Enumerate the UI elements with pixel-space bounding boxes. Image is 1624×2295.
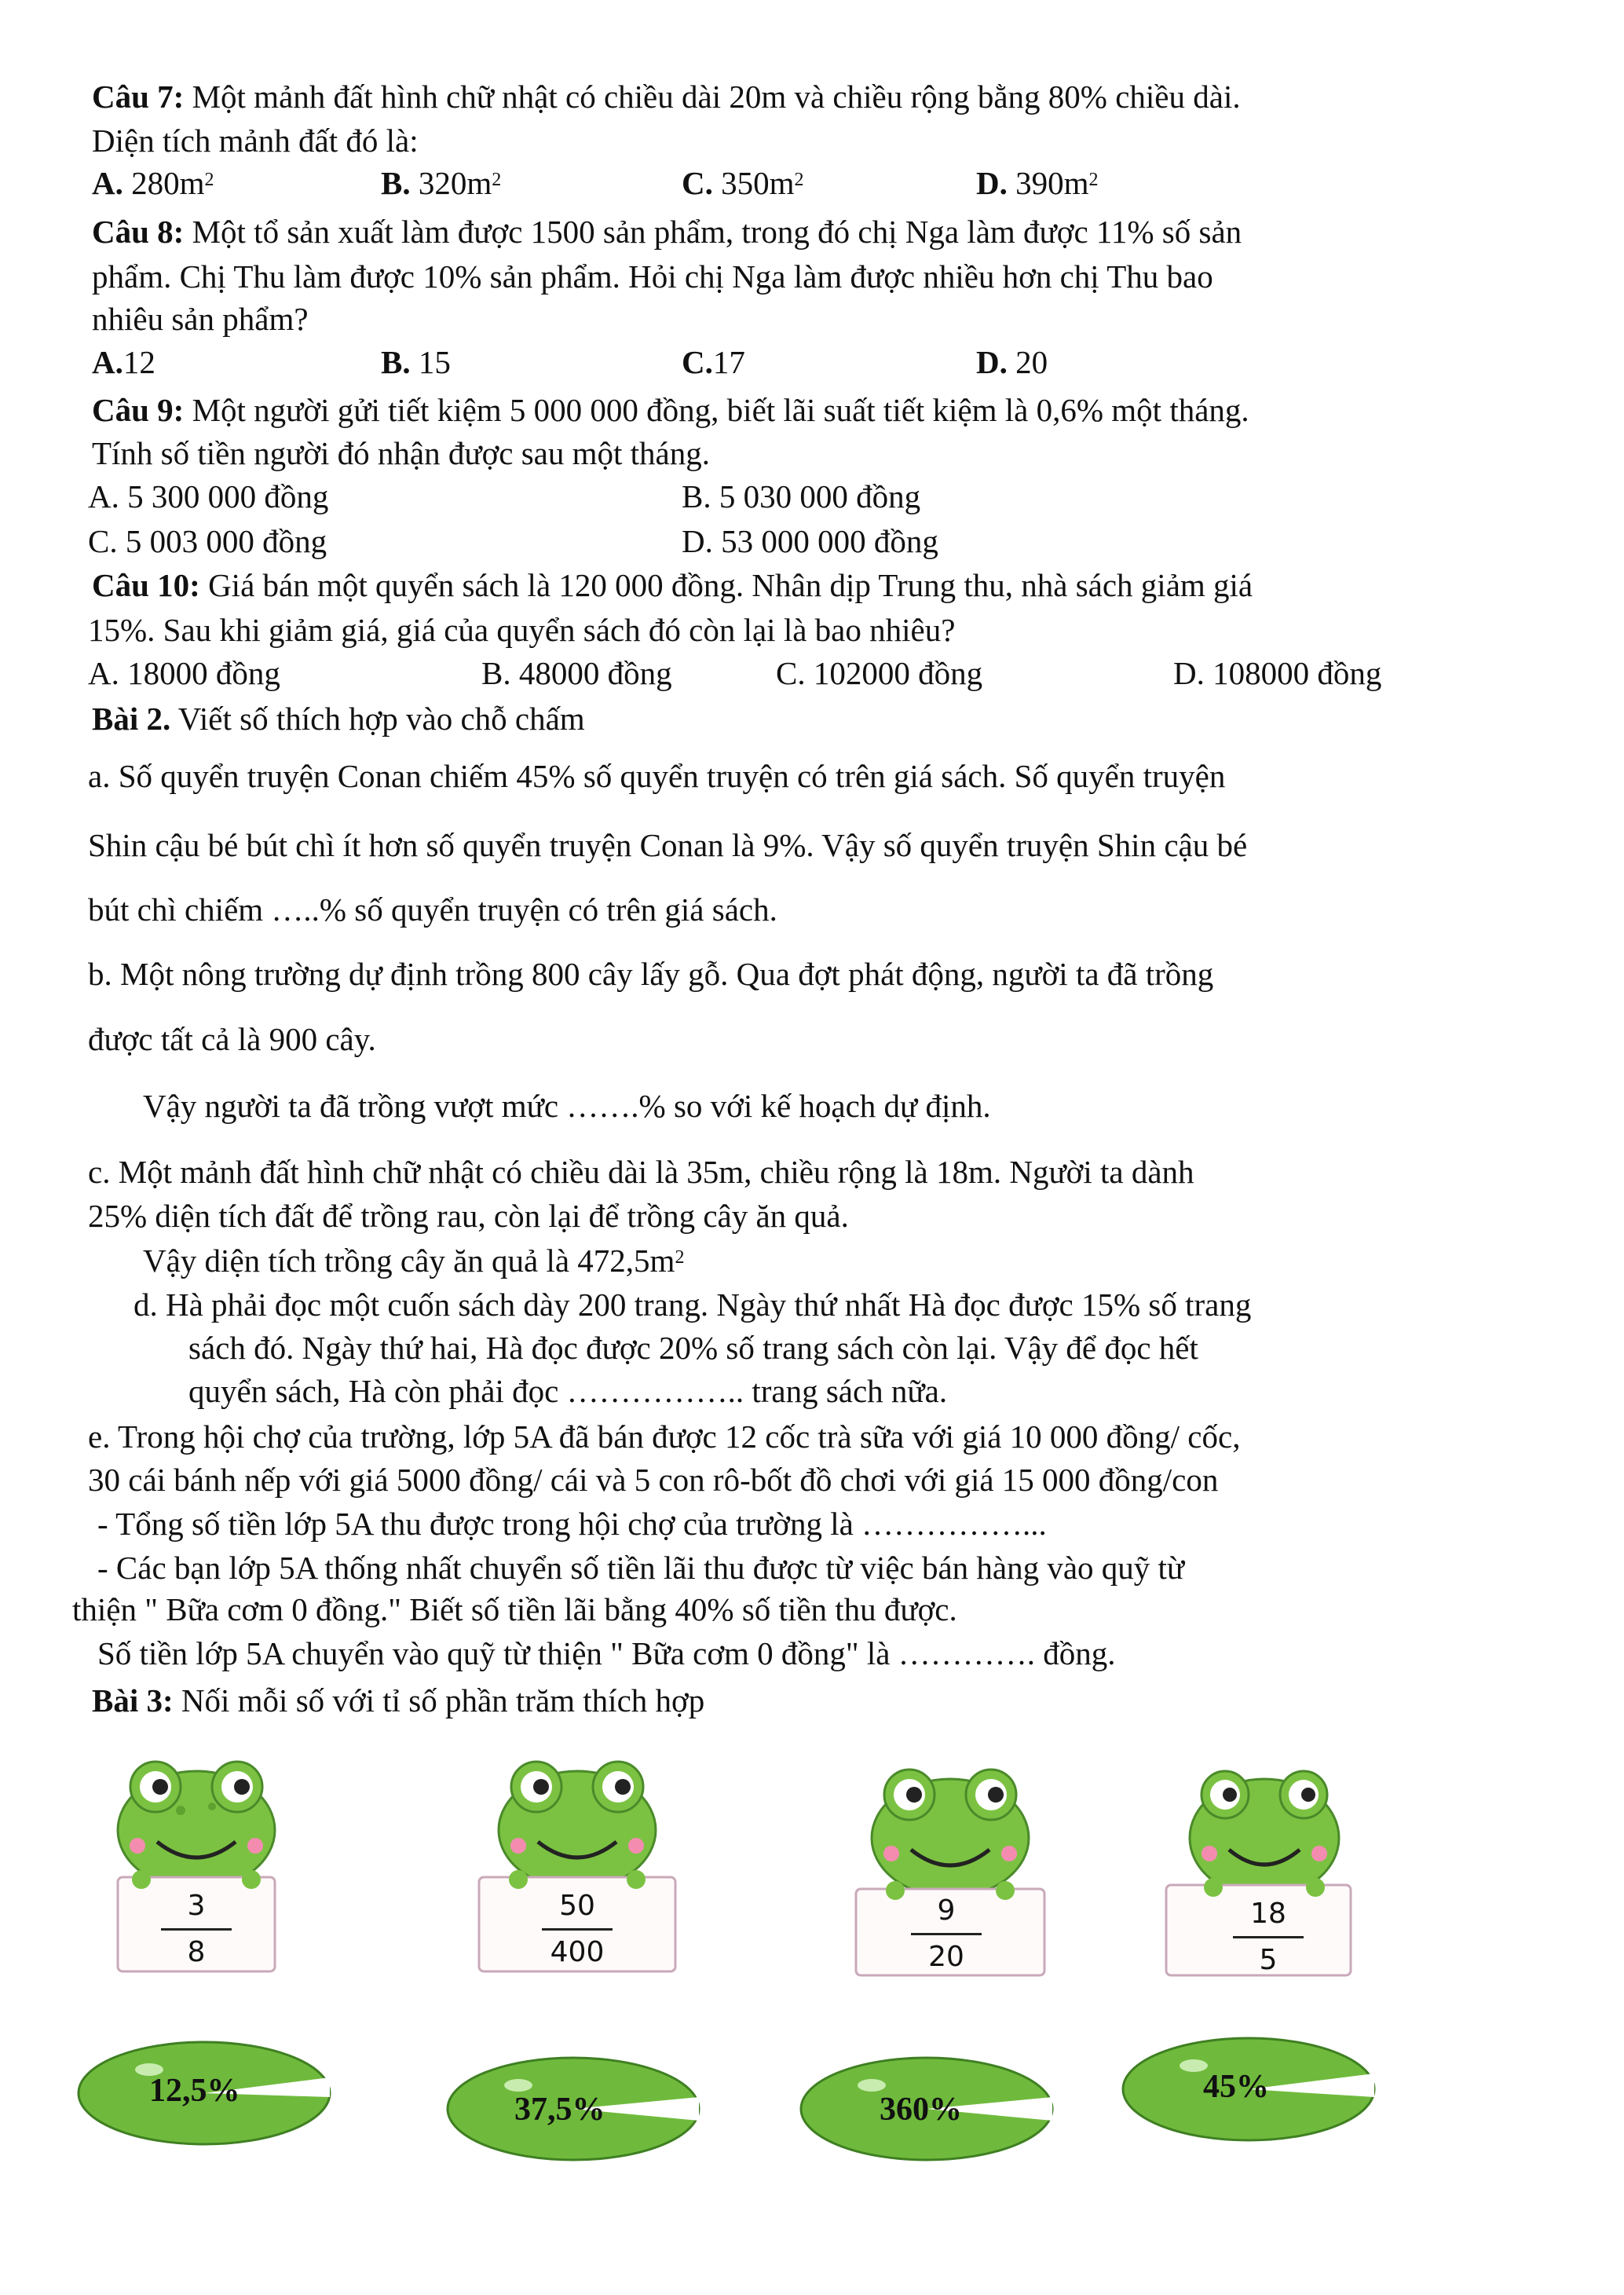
q9-option-c: C. 5 003 000 đồng xyxy=(88,523,327,559)
q8-option-d: D. 20 xyxy=(976,344,1048,380)
q7-option-d: D. $390m^2$ xyxy=(976,165,1099,201)
bai2-a-line-2: Shin cậu bé bút chì ít hơn số quyển truyện Conan là 9%. Vậy số quyển truyện Shin cậu bé xyxy=(88,827,1248,863)
bai3-heading: Bài 3: Nối mỗi số với tỉ số phần trăm thích hợp xyxy=(92,1682,705,1719)
q9-options-row-2 xyxy=(0,522,1624,561)
q9-option-d: D. 53 000 000 đồng xyxy=(682,523,938,559)
q10-label: Câu 10: xyxy=(92,567,200,603)
bai2-a-line-3: bút chì chiếm …..% số quyển truyện có trên giá sách. xyxy=(88,891,777,928)
bai2-d-line-1: d. Hà phải đọc một cuốn sách dày 200 trang. Ngày thứ nhất Hà đọc được 15% số trang xyxy=(134,1287,1252,1323)
q7-line-2: Diện tích mảnh đất đó là: xyxy=(92,123,419,159)
q10-option-d: D. 108000 đồng xyxy=(1173,655,1382,691)
frog-card-2 xyxy=(471,1748,683,1983)
bai2-b-line-1: b. Một nông trường dự định trồng 800 cây lấy gỗ. Qua đợt phát động, người ta đã trồng xyxy=(88,956,1214,992)
bai2-b-line-2: được tất cả là 900 cây. xyxy=(88,1021,376,1057)
q9-option-b: B. 5 030 000 đồng xyxy=(682,478,921,514)
percent-label-1: 12,5% xyxy=(149,2073,240,2109)
bai2-e-line-5: thiện " Bữa cơm 0 đồng." Biết số tiền lãi bằng 40% số tiền thu được. xyxy=(72,1591,957,1627)
q9-options-row-1 xyxy=(0,477,1624,516)
q9-label: Câu 9: xyxy=(92,392,185,428)
bai2-b-line-3: Vậy người ta đã trồng vượt mức …….% so với kế hoạch dự định. xyxy=(143,1088,991,1124)
q10-option-b: B. 48000 đồng xyxy=(481,655,672,691)
lily-pad-4 xyxy=(1115,2030,1382,2148)
bai2-c-line-2: 25% diện tích đất để trồng rau, còn lại để trồng cây ăn quả. xyxy=(88,1198,849,1234)
q8-line-1: Câu 8: Một tổ sản xuất làm được 1500 sản phẩm, trong đó chị Nga làm được 11% số sản xyxy=(92,214,1242,250)
bai2-a-line-1: a. Số quyển truyện Conan chiếm 45% số quyển truyện có trên giá sách. Số quyển truyện xyxy=(88,758,1226,794)
bai2-c-line-1: c. Một mảnh đất hình chữ nhật có chiều dài là 35m, chiều rộng là 18m. Người ta dành xyxy=(88,1154,1194,1190)
frog-card-4 xyxy=(1154,1755,1359,1991)
q10-options xyxy=(0,653,1624,693)
bai2-d-line-3: quyển sách, Hà còn phải đọc …………….. trang sách nữa. xyxy=(188,1373,948,1409)
bai2-e-line-3: - Tổng số tiền lớp 5A thu được trong hội chợ của trường là ……………... xyxy=(97,1506,1047,1542)
lily-pad-2 xyxy=(440,2050,707,2168)
q8-option-b: B. 15 xyxy=(381,344,451,380)
fraction-3: 9 20 xyxy=(895,1894,997,1975)
q7-options xyxy=(0,163,1624,203)
q9-option-a: A. 5 300 000 đồng xyxy=(88,478,329,514)
bai2-e-line-1: e. Trong hội chợ của trường, lớp 5A đã bán được 12 cốc trà sữa với giá 10 000 đồng/ cốc, xyxy=(88,1418,1241,1455)
q7-option-c: C. $350m^2$ xyxy=(682,165,804,201)
q7-text-1: Một mảnh đất hình chữ nhật có chiều dài 20m và chiều rộng bằng 80% chiều dài. xyxy=(184,79,1241,115)
q10-line-1: Câu 10: Giá bán một quyển sách là 120 000 đồng. Nhân dịp Trung thu, nhà sách giảm giá xyxy=(92,567,1253,603)
q9-line-2: Tính số tiền người đó nhận được sau một tháng. xyxy=(92,435,710,471)
q10-line-2: 15%. Sau khi giảm giá, giá của quyển sách đó còn lại là bao nhiêu? xyxy=(88,612,956,648)
fraction-1: 3 8 xyxy=(145,1889,247,1970)
q10-option-a: A. 18000 đồng xyxy=(88,655,280,691)
lily-pad-3 xyxy=(793,2050,1060,2168)
q7-option-b: B. $320m^2$ xyxy=(381,165,502,201)
percent-label-4: 45% xyxy=(1203,2069,1269,2105)
bai2-e-line-2: 30 cái bánh nếp với giá 5000 đồng/ cái và 5 con rô-bốt đồ chơi với giá 15 000 đồng/con xyxy=(88,1462,1219,1498)
bai2-e-line-4: - Các bạn lớp 5A thống nhất chuyển số tiền lãi thu được từ việc bán hàng vào quỹ từ xyxy=(97,1550,1185,1586)
fraction-2: 50 400 xyxy=(526,1889,628,1970)
bai2-label: Bài 2. xyxy=(92,701,171,737)
fraction-4: 18 5 xyxy=(1217,1897,1319,1978)
bai2-e-line-6: Số tiền lớp 5A chuyển vào quỹ từ thiện " Bữa cơm 0 đồng" là …………. đồng. xyxy=(97,1635,1116,1671)
q7-line-1 xyxy=(92,77,1241,116)
bai2-heading: Bài 2. Viết số thích hợp vào chỗ chấm xyxy=(92,701,585,737)
q8-options xyxy=(0,342,1624,382)
percent-label-3: 360% xyxy=(880,2092,962,2128)
q9-line-1: Câu 9: Một người gửi tiết kiệm 5 000 000 đồng, biết lãi suất tiết kiệm là 0,6% một tháng. xyxy=(92,392,1249,428)
bai2-d-line-2: sách đó. Ngày thứ hai, Hà đọc được 20% số trang sách còn lại. Vậy để đọc hết xyxy=(188,1330,1198,1366)
q8-label: Câu 8: xyxy=(92,214,185,250)
frog-card-3 xyxy=(840,1755,1052,1991)
q7-option-a: A. $280m^2$ xyxy=(92,165,214,201)
bai2-c-line-3: Vậy diện tích trồng cây ăn quả là $472,5m^2$ xyxy=(143,1243,685,1279)
q8-line-3: nhiêu sản phẩm? xyxy=(92,301,309,337)
frog-card-1 xyxy=(94,1748,298,1983)
lily-pad-1 xyxy=(71,2034,338,2152)
q8-option-c: C.17 xyxy=(682,344,745,380)
bai3-label: Bài 3: xyxy=(92,1682,174,1719)
q8-line-2: phẩm. Chị Thu làm được 10% sản phẩm. Hỏi chị Nga làm được nhiều hơn chị Thu bao xyxy=(92,258,1213,295)
q10-option-c: C. 102000 đồng xyxy=(776,655,983,691)
q7-label: Câu 7: xyxy=(92,79,185,115)
percent-label-2: 37,5% xyxy=(514,2092,605,2128)
q8-option-a: A.12 xyxy=(92,344,155,380)
